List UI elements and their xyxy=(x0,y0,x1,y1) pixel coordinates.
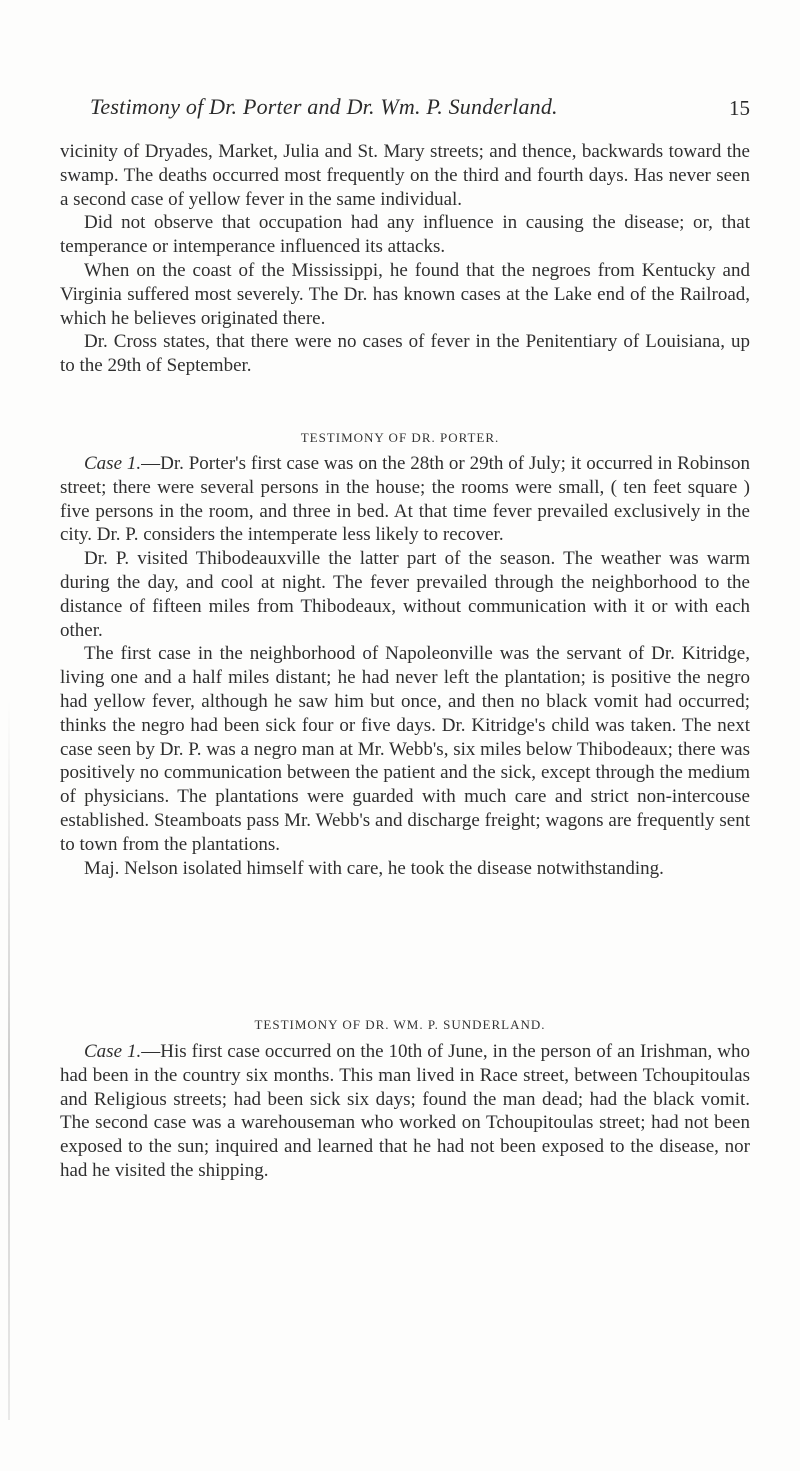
porter-paragraph: Maj. Nelson isolated himself with care, he took the disease notwithstanding. xyxy=(84,857,664,879)
porter-section xyxy=(60,452,750,880)
case-text: —Dr. Porter's first case was on the 28th or 29th of July; it occurred in Robinson street; there were several persons in the house; the rooms were small, ( ten feet square ) five persons in the room, and three in bed. At that time fever prevailed exclusively in the city. Dr. P. considers the intemperate less likely to recover. xyxy=(60,453,751,546)
porter-paragraph: The first case in the neighborhood of Napoleonville was the servant of Dr. Kitridge, living one and a half miles distant; he had never left the plantation; is positive the negro had yellow fever, although he saw him but once, and then no black vomit had occurred; thinks the negro had been sick four or five days. Dr. Kitridge's child was taken. The next case seen by Dr. P. was a negro man at Mr. Webb's, six miles below Thibodeaux; there was positively no communication between the patient and the sick, except through the medium of physicians. The plantations were guarded with much care and strict non-intercouse established. Steamboats pass Mr. Webb's and discharge freight; wagons are frequently sent to town from the plantations. xyxy=(60,643,750,855)
intro-paragraph: When on the coast of the Mississippi, he found that the negroes from Kentucky and Virginia suffered most severely. The Dr. has known cases at the Lake end of the Railroad, which he believes originated there. xyxy=(60,259,750,329)
running-head: Testimony of Dr. Porter and Dr. Wm. P. Sunderland. xyxy=(90,94,558,119)
porter-case-paragraph xyxy=(60,452,750,547)
intro-paragraph: Dr. Cross states, that there were no cases of fever in the Penitentiary of Louisiana, up to the 29th of September. xyxy=(60,331,750,377)
intro-paragraph: vicinity of Dryades, Market, Julia and St. Mary streets; and thence, backwards toward the swamp. The deaths occurred most frequently on the third and fourth days. Has never seen a second case of yellow fever in the same individual. xyxy=(60,141,750,210)
page-header xyxy=(90,94,750,124)
porter-paragraph: Dr. P. visited Thibodeauxville the latter part of the season. The weather was warm during the day, and cool at night. The fever prevailed through the neighborhood to the distance of fifteen miles from Thibodeaux, without communication with it or with each other. xyxy=(60,548,750,641)
case-label: Case 1. xyxy=(84,453,142,474)
page-number: 15 xyxy=(729,96,750,120)
case-text: —His first case occurred on the 10th of June, in the person of an Irishman, who had been in the country six months. This man lived in Race street, between Tchoupitoulas and Religious streets; had been sick six days; found the man dead; had the black vomit. The second case was a warehouseman who worked on Tchoupitoulas street; had not been exposed to the sun; inquired and learned that he had not been exposed to the disease, nor had he visited the shipping. xyxy=(60,1041,751,1181)
sunderland-heading: TESTIMONY OF DR. WM. P. SUNDERLAND. xyxy=(254,1017,546,1032)
page-edge-shadow xyxy=(8,700,10,1420)
case-label: Case 1. xyxy=(84,1041,142,1062)
sunderland-section xyxy=(60,1040,750,1183)
intro-paragraph: Did not observe that occupation had any influence in causing the disease; or, that temperance or intemperance influenced its attacks. xyxy=(60,212,750,258)
sunderland-case-paragraph xyxy=(60,1040,750,1183)
porter-heading: TESTIMONY OF DR. PORTER. xyxy=(300,430,500,445)
intro-section xyxy=(60,140,750,378)
